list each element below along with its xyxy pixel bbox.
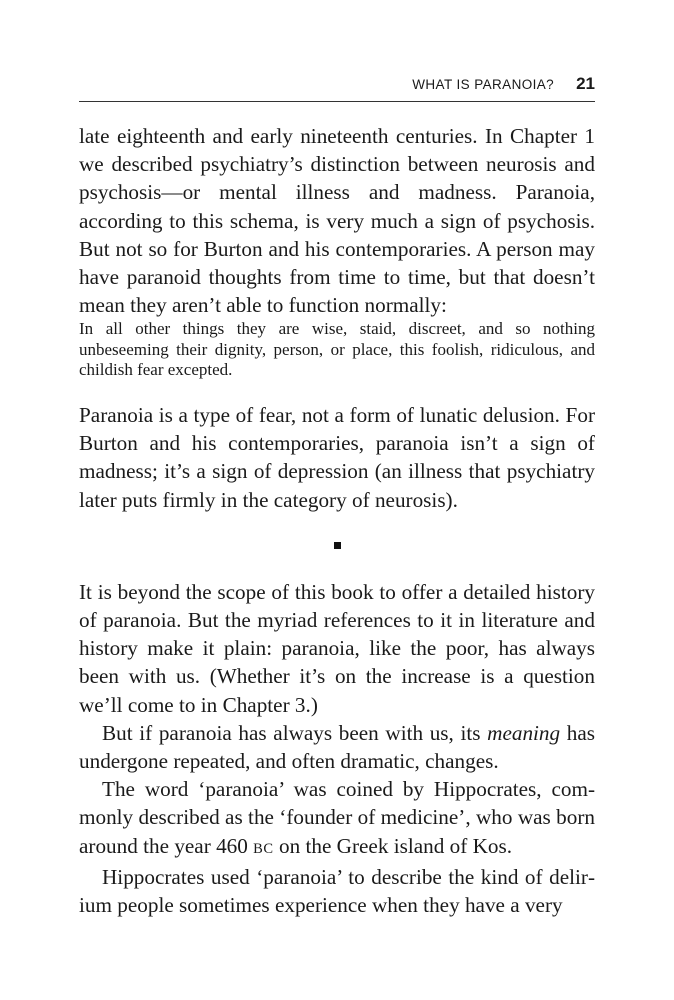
paragraph: Hippocrates used ‘paranoia’ to describe the kind of delirium people sometimes experience when they have a very xyxy=(79,864,595,917)
paragraph: Paranoia is a type of fear, not a form of lunatic delusion. For Burton and his contemporaries, paranoia isn’t a sign of madness; it’s a sign of depression (an illness that psychiatry later puts firmly in the category of neurosis). xyxy=(79,402,595,512)
block-quote: In all other things they are wise, staid, discreet, and so nothing unbeseeming their dignity, person, or place, this foolish, ridiculous, and childish fear excepted. xyxy=(79,319,595,380)
paragraph: late eighteenth and early nineteenth centuries. In Chapter 1 we described psychiatry’s distinction between neurosis and psychosis—or mental illness and madness. Paranoia, according to this schema, is very much a sign of psychosis. But not so for Burton and his contemporaries. A person may have paranoid thoughts from time to time, but that doesn’t mean they aren’t able to function normally: xyxy=(79,124,595,318)
body-text xyxy=(79,122,595,919)
page-number: 21 xyxy=(576,74,595,93)
paragraph-text: has undergone repeated, and often dramatic, changes. xyxy=(79,720,595,773)
header-rule xyxy=(79,101,595,102)
paragraph-text: But if paranoia has always been with us, its xyxy=(102,720,488,745)
paragraph-text: on the Greek island of Kos. xyxy=(273,833,513,858)
section-break-square-icon xyxy=(79,532,595,560)
paragraph xyxy=(79,719,595,775)
emphasis-text: meaning xyxy=(487,720,561,745)
small-caps-text: BC xyxy=(253,840,274,857)
paragraph-text: The word ‘paranoia’ was coined by Hippocrates, commonly described as the ‘founder of medicine’, who was born around the year 460 xyxy=(79,777,595,858)
paragraph xyxy=(79,775,595,863)
running-title: WHAT IS PARANOIA? xyxy=(412,77,555,92)
running-head xyxy=(412,74,595,94)
paragraph: It is beyond the scope of this book to offer a detailed history of paranoia. But the myriad references to it in literature and history make it plain: paranoia, like the poor, has always been with us. (Whether it’s on the increase is a question we’ll come to in Chapter 3.) xyxy=(79,579,595,717)
